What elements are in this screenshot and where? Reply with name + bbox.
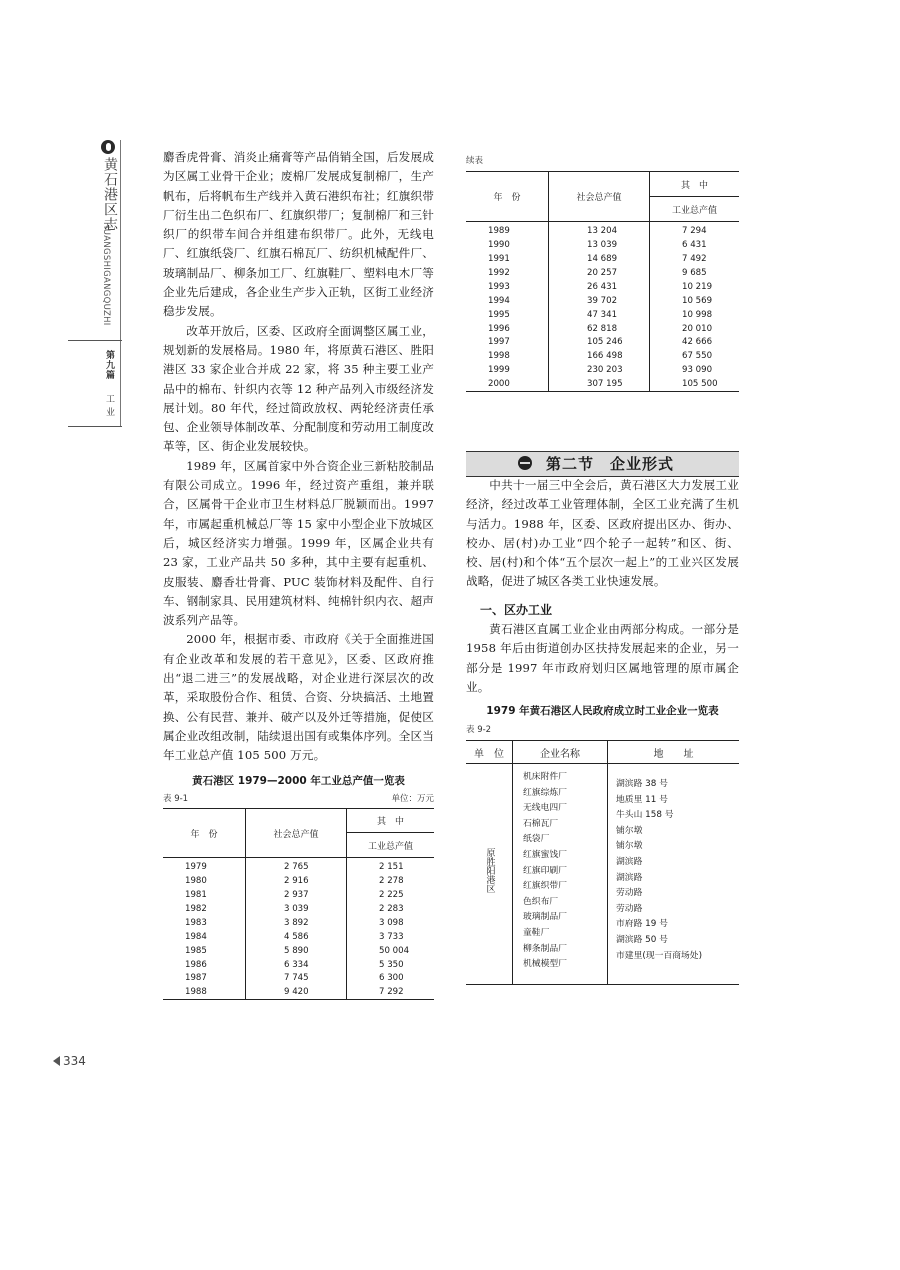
year-cell: 1981 bbox=[163, 888, 246, 902]
year-cell: 2000 bbox=[466, 377, 549, 391]
table-row bbox=[163, 916, 434, 930]
book-logo-icon bbox=[101, 140, 115, 154]
paragraph: 1989 年，区属首家中外合资企业三新粘胶制品有限公司成立。1996 年，经过资产重组，兼并联合，区属骨干企业市卫生材料总厂脱颖而出。1997 年，市属起重机械总厂等 15 家中小型企业下放城区后，城区经济实力增强。1999 年，区属企业共有 23 家，工业产品共 50 多种，其中主要有起重机、皮服装、麝香壮骨膏、PUC 装饰材料及配件、自行车、钢制家具、民用建筑材料、纯棉针织内衣、超声波系列产品等。 bbox=[163, 458, 434, 628]
year-cell: 1991 bbox=[466, 252, 549, 266]
table-continued-label: 续表 bbox=[466, 156, 484, 166]
industrial-output-cell: 93 090 bbox=[682, 365, 713, 376]
address-list bbox=[608, 764, 740, 985]
year-cell: 1994 bbox=[466, 294, 549, 308]
table-row bbox=[163, 985, 434, 999]
chapter-name: 工业 bbox=[104, 394, 114, 420]
year-cell: 1983 bbox=[163, 916, 246, 930]
industrial-output-cell: 10 569 bbox=[682, 295, 713, 306]
year-cell: 1992 bbox=[466, 266, 549, 280]
year-cell: 1979 bbox=[163, 858, 246, 874]
paragraph: 改革开放后，区委、区政府全面调整区属工业，规划新的发展格局。1980 年，将原黄石港区、胜阳港区 33 家企业合并成 22 家，将 35 种主要工业产品中的棉布、针织内衣等 12 种产品列入市级经济发展计划。80 年代，经过简政放权、两轮经济责任承包、企业领导体制改革、分配制度和劳动用工制度改革等，区、街企业发展较快。 bbox=[163, 323, 434, 454]
industrial-output-cell: 10 219 bbox=[682, 281, 713, 292]
year-cell: 1993 bbox=[466, 280, 549, 294]
total-output-cell: 7 745 bbox=[246, 972, 347, 986]
table-row bbox=[163, 888, 434, 902]
book-title: 黄石港区志 bbox=[102, 157, 118, 232]
table-number: 表 9-1 bbox=[163, 794, 189, 804]
year-cell: 1989 bbox=[466, 222, 549, 238]
company-name: 无线电四厂 bbox=[523, 803, 567, 814]
sidebar-rule bbox=[68, 426, 122, 427]
table-row bbox=[163, 902, 434, 916]
industrial-output-cell: 2 151 bbox=[379, 861, 404, 872]
industrial-output-cell: 6 300 bbox=[379, 973, 404, 984]
company-address: 市府路 19 号 bbox=[616, 919, 668, 930]
page-number: 334 bbox=[63, 1054, 86, 1068]
year-cell: 1990 bbox=[466, 238, 549, 252]
page-marker-icon bbox=[53, 1056, 60, 1066]
section-emblem-icon bbox=[518, 456, 532, 470]
total-output-cell: 2 916 bbox=[246, 874, 347, 888]
company-address: 劳动路 bbox=[616, 888, 643, 899]
total-output-cell: 105 246 bbox=[549, 336, 650, 350]
year-cell: 1988 bbox=[163, 985, 246, 999]
paragraph: 中共十一届三中全会后，黄石港区大力发展工业经济，经过改革工业管理体制，全区工业充满了生机与活力。1988 年，区委、区政府提出区办、街办、校办、居(村)办工业“四个轮子一起转”和区、街、校、居(村)和个体“五个层次一起上”的工业兴区发展战略，促进了城区各类工业快速发展。 bbox=[466, 478, 739, 589]
company-name: 红旗蜜饯厂 bbox=[523, 849, 567, 860]
company-address: 铺尔墩 bbox=[616, 841, 643, 852]
table-row bbox=[163, 972, 434, 986]
table-row bbox=[466, 222, 739, 238]
table-row bbox=[163, 930, 434, 944]
total-output-cell: 62 818 bbox=[549, 322, 650, 336]
industrial-output-cell: 10 998 bbox=[682, 309, 713, 320]
right-column-text bbox=[466, 620, 739, 697]
total-output-cell: 3 892 bbox=[246, 916, 347, 930]
company-name: 红旗织带厂 bbox=[523, 881, 567, 892]
year-cell: 1982 bbox=[163, 902, 246, 916]
unit-cell bbox=[466, 764, 513, 985]
paragraph: 2000 年，根据市委、市政府《关于全面推进国有企业改革和发展的若干意见》，区委、区政府推出“退二进三”的发展战略，对企业进行深层次的改革，采取股份合作、租赁、合资、分块搞活、土地置换、公有民营、兼并、破产以及外迁等措施，促使区属企业改组改制，陆续退出国有或集体序列。全区当年工业总产值 105 500 万元。 bbox=[163, 632, 434, 763]
industrial-output-cell: 7 292 bbox=[379, 987, 404, 998]
unit-name: 原胜阳港区 bbox=[484, 848, 495, 894]
industrial-output-cell: 67 550 bbox=[682, 351, 713, 362]
table-number: 表 9-2 bbox=[466, 725, 492, 735]
total-output-cell: 47 341 bbox=[549, 308, 650, 322]
table-row bbox=[466, 308, 739, 322]
industrial-output-cell: 2 278 bbox=[379, 875, 404, 886]
industrial-output-cell: 7 294 bbox=[682, 225, 707, 236]
industrial-output-cell: 3 098 bbox=[379, 917, 404, 928]
total-output-cell: 13 039 bbox=[549, 238, 650, 252]
table-caption: 黄石港区 1979—2000 年工业总产值一览表 bbox=[192, 775, 405, 787]
company-name: 纸袋厂 bbox=[523, 834, 550, 845]
table-row bbox=[163, 944, 434, 958]
output-table-continued bbox=[466, 171, 739, 392]
company-address: 湖滨路 38 号 bbox=[616, 779, 668, 789]
right-column-text bbox=[466, 476, 739, 592]
column-header: 工业总产值 bbox=[650, 197, 740, 222]
table-caption: 1979 年黄石港区人民政府成立时工业企业一览表 bbox=[486, 705, 719, 717]
industrial-output-cell: 105 500 bbox=[682, 379, 718, 390]
total-output-cell: 20 257 bbox=[549, 266, 650, 280]
total-output-cell: 6 334 bbox=[246, 958, 347, 972]
company-address: 地质里 11 号 bbox=[616, 794, 668, 805]
paragraph: 麝香虎骨膏、消炎止痛膏等产品俏销全国，后发展成为区属工业骨干企业；废棉厂发展成复制棉厂，生产帆布，后将帆布生产线并入黄石港织布社；红旗织带厂衍生出二色织布厂、红旗织带厂；复制棉厂和三针织厂的织带车间合并组建布织带厂。此外，无线电厂、红旗纸袋厂、红旗石棉瓦厂、纺织机械配件厂、玻璃制品厂、柳条加工厂、红旗鞋厂、塑料电木厂等企业先后建成，各企业生产步入正轨，区街工业经济稳步发展。 bbox=[163, 150, 434, 319]
year-cell: 1996 bbox=[466, 322, 549, 336]
total-output-cell: 26 431 bbox=[549, 280, 650, 294]
year-cell: 1999 bbox=[466, 363, 549, 377]
column-header: 地 址 bbox=[608, 741, 740, 764]
year-cell: 1995 bbox=[466, 308, 549, 322]
total-output-cell: 5 890 bbox=[246, 944, 347, 958]
company-address: 湖滨路 bbox=[616, 856, 643, 867]
industrial-output-cell: 42 666 bbox=[682, 337, 713, 348]
table-row bbox=[466, 322, 739, 336]
total-output-cell: 2 937 bbox=[246, 888, 347, 902]
left-column-text bbox=[163, 148, 434, 766]
industrial-output-cell: 50 004 bbox=[379, 945, 410, 956]
sidebar-divider bbox=[120, 140, 121, 426]
enterprise-table bbox=[466, 740, 739, 985]
table-row bbox=[163, 874, 434, 888]
industrial-output-cell: 7 492 bbox=[682, 253, 707, 264]
table-row bbox=[466, 336, 739, 350]
industrial-output-cell: 2 283 bbox=[379, 903, 404, 914]
company-address: 劳动路 bbox=[616, 903, 643, 914]
company-name: 柳条制品厂 bbox=[523, 943, 567, 954]
total-output-cell: 9 420 bbox=[246, 985, 347, 999]
table-unit: 单位：万元 bbox=[391, 794, 434, 804]
company-address: 湖滨路 50 号 bbox=[616, 934, 668, 945]
column-header: 其 中 bbox=[347, 809, 435, 833]
total-output-cell: 307 195 bbox=[549, 377, 650, 391]
table-row bbox=[466, 252, 739, 266]
year-cell: 1980 bbox=[163, 874, 246, 888]
company-address: 牛头山 158 号 bbox=[616, 810, 674, 821]
sidebar-rule bbox=[68, 340, 122, 341]
table-row bbox=[466, 294, 739, 308]
column-header: 单 位 bbox=[466, 741, 513, 764]
company-address: 市建里(现一百商场处) bbox=[616, 950, 703, 961]
total-output-cell: 3 039 bbox=[246, 902, 347, 916]
book-title-pinyin: HUANGSHIGANGQUZHI bbox=[101, 222, 111, 326]
chapter-number: 第九篇 bbox=[104, 350, 114, 380]
column-header: 年 份 bbox=[466, 172, 549, 222]
output-table bbox=[163, 808, 434, 1000]
company-address: 铺尔墩 bbox=[616, 825, 643, 836]
paragraph: 黄石港区直属工业企业由两部分构成。一部分是 1958 年后由街道创办区扶持发展起来的企业，另一部分是 1997 年市政府划归区属地管理的原市属企业。 bbox=[466, 622, 739, 694]
column-header: 其 中 bbox=[650, 172, 740, 197]
year-cell: 1998 bbox=[466, 349, 549, 363]
column-header: 社会总产值 bbox=[549, 172, 650, 222]
table-row bbox=[466, 377, 739, 391]
year-cell: 1985 bbox=[163, 944, 246, 958]
total-output-cell: 230 203 bbox=[549, 363, 650, 377]
table-row bbox=[466, 238, 739, 252]
company-address: 湖滨路 bbox=[616, 872, 643, 883]
year-cell: 1984 bbox=[163, 930, 246, 944]
industrial-output-cell: 20 010 bbox=[682, 323, 713, 334]
column-header: 工业总产值 bbox=[347, 833, 435, 858]
table-row bbox=[163, 958, 434, 972]
column-header: 企业名称 bbox=[513, 741, 608, 764]
company-name: 机械模型厂 bbox=[523, 959, 567, 970]
industrial-output-cell: 9 685 bbox=[682, 267, 707, 278]
column-header: 社会总产值 bbox=[246, 809, 347, 858]
company-name: 红旗综炼厂 bbox=[523, 787, 567, 798]
industrial-output-cell: 6 431 bbox=[682, 239, 707, 250]
company-name: 机床附件厂 bbox=[523, 772, 567, 782]
company-name: 石棉瓦厂 bbox=[523, 818, 559, 829]
total-output-cell: 2 765 bbox=[246, 858, 347, 874]
company-name: 童鞋厂 bbox=[523, 927, 550, 938]
total-output-cell: 4 586 bbox=[246, 930, 347, 944]
section-title: 第二节 企业形式 bbox=[546, 455, 675, 473]
industrial-output-cell: 3 733 bbox=[379, 931, 404, 942]
year-cell: 1987 bbox=[163, 972, 246, 986]
table-row bbox=[466, 363, 739, 377]
total-output-cell: 14 689 bbox=[549, 252, 650, 266]
table-row bbox=[163, 858, 434, 874]
total-output-cell: 13 204 bbox=[549, 222, 650, 238]
column-header: 年 份 bbox=[163, 809, 246, 858]
company-name: 色织布厂 bbox=[523, 896, 559, 907]
company-name: 玻璃制品厂 bbox=[523, 912, 567, 923]
year-cell: 1986 bbox=[163, 958, 246, 972]
total-output-cell: 166 498 bbox=[549, 349, 650, 363]
total-output-cell: 39 702 bbox=[549, 294, 650, 308]
table-row bbox=[466, 266, 739, 280]
company-list bbox=[513, 764, 608, 985]
company-name: 红旗印刷厂 bbox=[523, 865, 567, 876]
year-cell: 1997 bbox=[466, 336, 549, 350]
table-row bbox=[466, 280, 739, 294]
subheading: 一、区办工业 bbox=[480, 603, 553, 617]
table-row bbox=[466, 349, 739, 363]
industrial-output-cell: 5 350 bbox=[379, 959, 404, 970]
industrial-output-cell: 2 225 bbox=[379, 889, 404, 900]
